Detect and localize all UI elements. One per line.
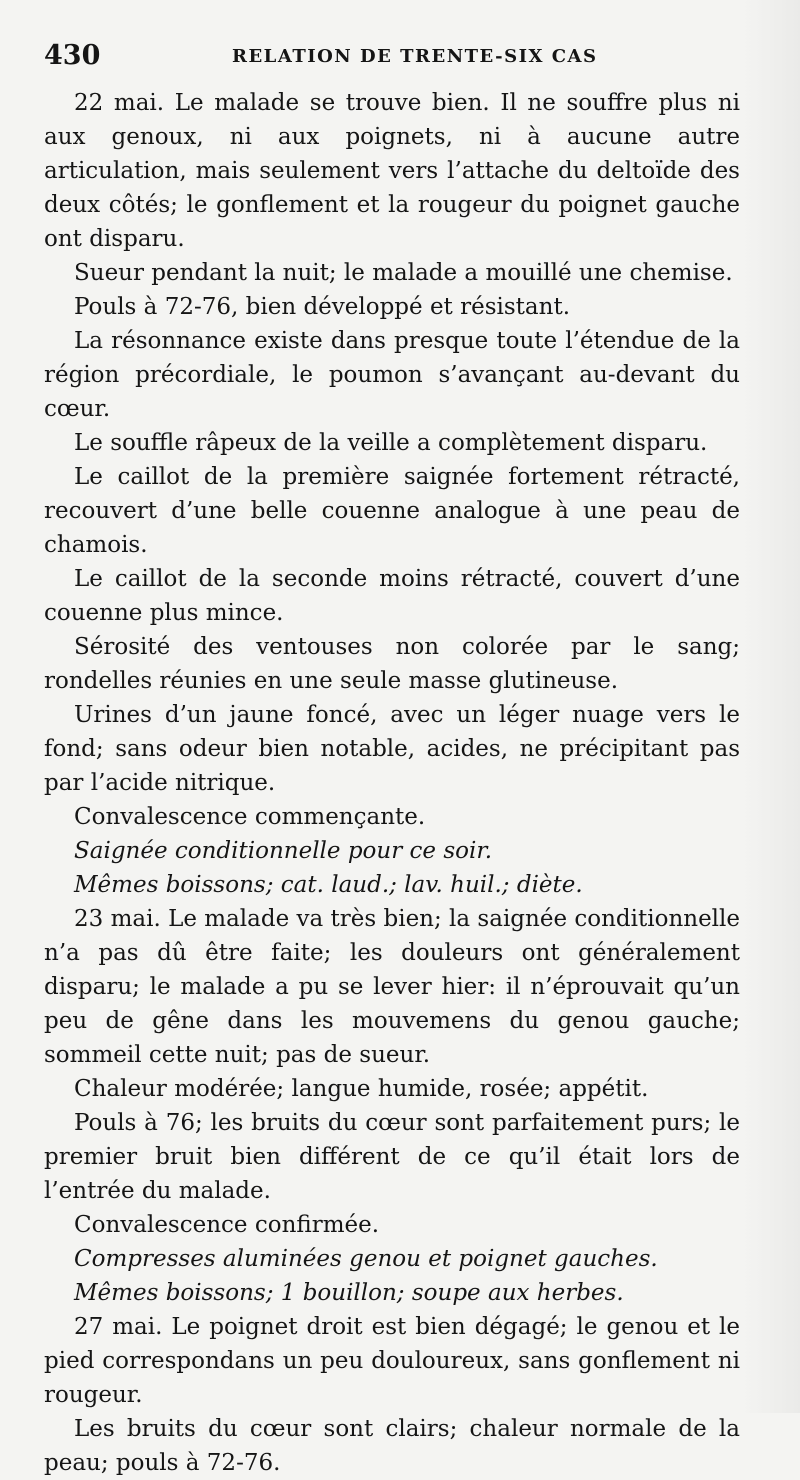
paragraph: Le caillot de la première saignée fortement rétracté, recouvert d’une belle couenne analogue à une peau de chamois. [44,464,740,558]
paragraph: 27 mai. Le poignet droit est bien dégagé; le genou et le pied correspondans un peu douloureux, sans gonflement ni rougeur. [44,1314,740,1408]
paragraph: 22 mai. Le malade se trouve bien. Il ne souffre plus ni aux genoux, ni aux poignets, ni à aucune autre articulation, mais seulement vers l’attache du deltoïde des deux côtés; le gonflement et la rougeur du poignet gauche ont disparu. [44,90,740,252]
prescription-line: Compresses aluminées genou et poignet gauches. [74,1246,658,1272]
running-title: RELATION DE TRENTE-SIX CAS [232,46,598,67]
paragraph: Pouls à 72-76, bien développé et résistant. [74,294,571,320]
paragraph: Convalescence confirmée. [74,1212,380,1238]
page-edge-shading [742,0,800,1413]
paragraph: Urines d’un jaune foncé, avec un léger nuage vers le fond; sans odeur bien notable, acides, ne précipitant pas par l’acide nitrique. [44,702,740,796]
paragraph: Sérosité des ventouses non colorée par le sang; rondelles réunies en une seule masse glutineuse. [44,634,740,694]
paragraph: Le caillot de la seconde moins rétracté, couvert d’une couenne plus mince. [44,566,740,626]
prescription-line: Mêmes boissons; cat. laud.; lav. huil.; diète. [74,872,583,898]
prescription-line: Saignée conditionnelle pour ce soir. [74,838,493,864]
prescription-line: Mêmes boissons; 1 bouillon; soupe aux herbes. [74,1280,624,1306]
paragraph: Sueur pendant la nuit; le malade a mouillé une chemise. [74,260,733,286]
page-header [44,40,744,76]
paragraph: Pouls à 76; les bruits du cœur sont parfaitement purs; le premier bruit bien différent de ce qu’il était lors de l’entrée du malade. [44,1110,740,1204]
paragraph: 23 mai. Le malade va très bien; la saignée conditionnelle n’a pas dû être faite; les douleurs ont généralement disparu; le malade a pu se lever hier: il n’éprouvait qu’un peu de gêne dans les mouvemens du genou gauche; sommeil cette nuit; pas de sueur. [44,906,741,1068]
paragraph: Chaleur modérée; langue humide, rosée; appétit. [74,1076,649,1102]
paragraph: Les bruits du cœur sont clairs; chaleur normale de la peau; pouls à 72-76. [44,1416,740,1476]
paragraph: Le souffle râpeux de la veille a complètement disparu. [74,430,708,456]
paragraph: Convalescence commençante. [74,804,426,830]
body-text [44,86,740,1480]
paragraph: La résonnance existe dans presque toute l’étendue de la région précordiale, le poumon s’avançant au-devant du cœur. [44,328,740,422]
page-number: 430 [44,40,101,71]
